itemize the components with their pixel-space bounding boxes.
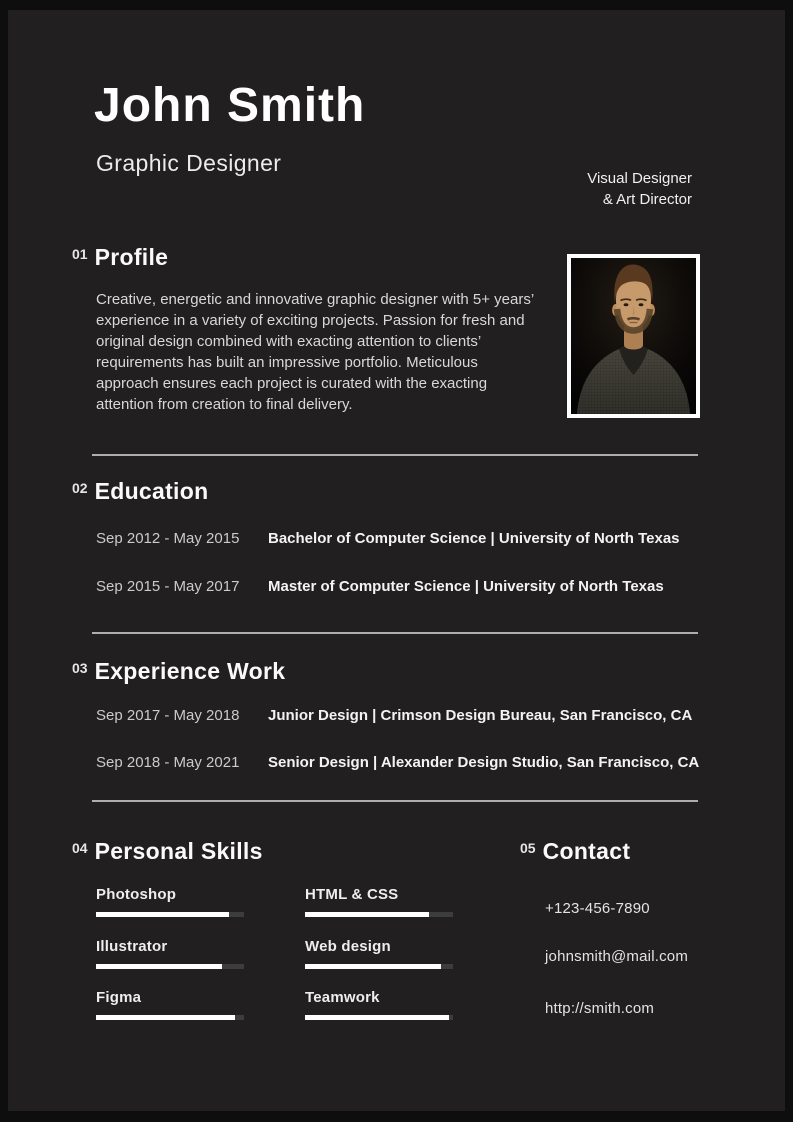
- section-skills-heading: [72, 838, 263, 865]
- skill-item: [305, 886, 453, 917]
- skill-item: [305, 989, 453, 1020]
- tagline-line-1: Visual Designer: [587, 170, 692, 187]
- skill-label: HTML & CSS: [305, 886, 399, 903]
- skill-bar-fill: [96, 1015, 235, 1020]
- contact-website: http://smith.com: [545, 1000, 655, 1017]
- section-number: 02: [72, 480, 88, 496]
- section-title: Profile: [94, 244, 169, 270]
- skill-bar-fill: [96, 912, 229, 917]
- section-title: Personal Skills: [94, 838, 263, 864]
- portrait-illustration: [571, 258, 696, 414]
- section-number: 05: [520, 840, 536, 856]
- divider: [92, 632, 698, 634]
- skill-label: Illustrator: [96, 938, 168, 955]
- skill-item: [305, 938, 453, 969]
- education-row: [96, 578, 664, 595]
- tagline: [587, 168, 692, 210]
- education-detail: Bachelor of Computer Science | University of North Texas: [268, 530, 680, 547]
- contact-phone: +123-456-7890: [545, 900, 650, 917]
- skill-bar-fill: [305, 964, 441, 969]
- section-number: 03: [72, 660, 88, 676]
- skill-label: Web design: [305, 938, 391, 955]
- section-education-heading: [72, 478, 208, 505]
- skill-bar-track: [96, 964, 244, 969]
- experience-detail: Junior Design | Crimson Design Bureau, San Francisco, CA: [268, 707, 693, 724]
- experience-dates: Sep 2018 - May 2021: [96, 754, 240, 771]
- skill-bar-track: [96, 1015, 244, 1020]
- skill-label: Figma: [96, 989, 142, 1006]
- skill-bar-fill: [305, 912, 429, 917]
- education-dates: Sep 2015 - May 2017: [96, 578, 240, 595]
- skill-item: [96, 886, 244, 917]
- experience-dates: Sep 2017 - May 2018: [96, 707, 240, 724]
- divider: [92, 800, 698, 802]
- skill-item: [96, 989, 244, 1020]
- section-contact-heading: [520, 838, 630, 865]
- section-profile-heading: [72, 244, 168, 271]
- section-title: Experience Work: [94, 658, 286, 684]
- skill-bar-track: [305, 912, 453, 917]
- skill-item: [96, 938, 244, 969]
- experience-row: [96, 707, 692, 724]
- skill-label: Teamwork: [305, 989, 380, 1006]
- section-title: Contact: [542, 838, 631, 864]
- education-row: [96, 530, 680, 547]
- person-name: John Smith: [94, 79, 366, 132]
- experience-row: [96, 754, 699, 771]
- tagline-line-2: & Art Director: [602, 191, 692, 208]
- skill-bar-track: [305, 1015, 453, 1020]
- profile-summary: Creative, energetic and innovative graphic designer with 5+ years’ experience in a variety of exciting projects. Passion for fresh and original design combined with exacting attention to clients’ requirements has built an impressive portfolio. Meticulous approach ensures each project is curated with the exacting attention from creation to final delivery.: [96, 291, 534, 413]
- person-role: Graphic Designer: [96, 150, 282, 176]
- experience-detail: Senior Design | Alexander Design Studio, San Francisco, CA: [268, 754, 700, 771]
- section-number: 01: [72, 246, 88, 262]
- education-detail: Master of Computer Science | University of North Texas: [268, 578, 664, 595]
- skill-bar-track: [305, 964, 453, 969]
- profile-photo: [567, 254, 700, 418]
- contact-email: johnsmith@mail.com: [545, 948, 689, 965]
- section-number: 04: [72, 840, 88, 856]
- skill-label: Photoshop: [96, 886, 177, 903]
- divider: [92, 454, 698, 456]
- skill-bar-fill: [96, 964, 222, 969]
- section-experience-heading: [72, 658, 285, 685]
- skill-bar-track: [96, 912, 244, 917]
- skill-bar-fill: [305, 1015, 449, 1020]
- education-dates: Sep 2012 - May 2015: [96, 530, 240, 547]
- section-title: Education: [94, 478, 209, 504]
